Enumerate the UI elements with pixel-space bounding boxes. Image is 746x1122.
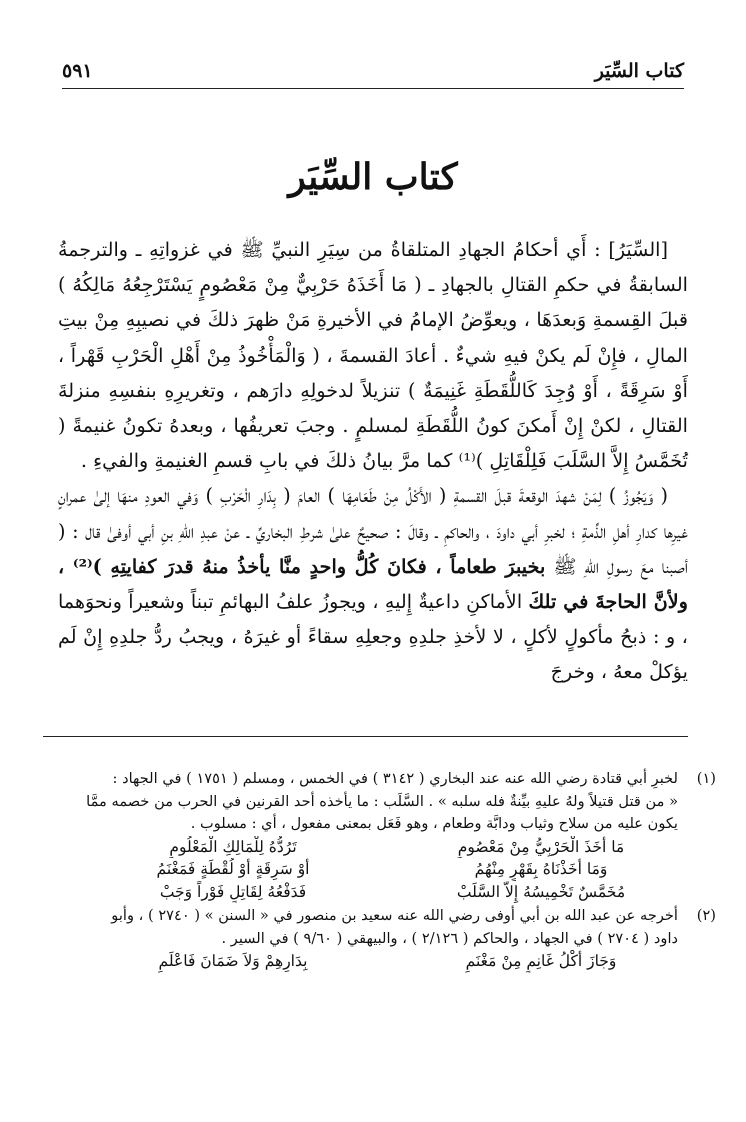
text-line: فَلِلْقَاتِلِ )⁽¹⁾ كما مرَّ بيانُ ذلكَ في بابِ قسمِ الغنيمةِ والفيءِ . xyxy=(80,449,547,473)
page-number: ٥٩١ xyxy=(62,60,93,82)
text-line: الأماكنِ داعيةٌ إِليهِ ، ويجوزُ علفُ البهائمِ تبناً وشعيراً ونحوَهما ، و : ذبحُ مأكولٍ xyxy=(58,590,688,649)
text-line: بخيبرَ طعاماً ، فكانَ كُلُّ واحدٍ منَّا يأخذُ منهُ قدرَ كفايتِهِ )⁽²⁾ ، ولأنَّ الحاجةَ في تلكَ xyxy=(58,554,688,614)
verse-hemistich: تَرُدُّهُ لِلْمَالِكِ الْمَعْلُومِ xyxy=(169,837,297,856)
running-title: كتاب السِّيَر xyxy=(594,60,684,82)
verse-hemistich: مَا أَخَذَ الْحَرْبِيُّ مِنْ مَعْصُومِ xyxy=(457,837,625,856)
text-line: فإِنْ لَم يكنْ فيهِ شيءٌ . أعادَ القسمةَ ، ( وَالْمَأْخُوذُ مِنْ أَهْلِ الْحَرْبِ قَهْراً ، أَوْ سَرِقَةً ، xyxy=(58,343,688,402)
footnote-1 xyxy=(58,768,716,903)
verse-hemistich: وَجَازَ أَكْلُ غَانِمٍ مِنْ مَغْنَمِ xyxy=(465,952,617,970)
footnote-line: لخبرِ أبي قتادة رضي الله عنه عند البخاري ( ٣١٤٢ ) في الخمس ، ومسلم ( ١٧٥١ ) في الجهاد : xyxy=(112,770,678,787)
verse-hemistich: أَوْ سَرِقَةٍ أَوْ لُقْطَةٍ فَمَغْنَمُ xyxy=(156,860,310,878)
footnote-2 xyxy=(58,905,716,973)
verse-hemistich: مُخَمَّسٌ تَخْمِيسُهُ إِلاَّ السَّلَبْ xyxy=(456,882,626,901)
running-header xyxy=(62,58,684,89)
text-line: وَفي العودِ منهَا إلىٰ عمرانٍ غيرِها كدارِ أهلِ الذِّمةِ ؛ لخبرِ أبي داودَ ، والحاكمِ ـ وقالَ : xyxy=(58,484,688,543)
footnotes xyxy=(58,768,716,975)
poem-verse xyxy=(58,858,678,881)
text-line: [السِّيَرُ] : أَي أحكامُ الجهادِ المتلقاةُ من سِيَرِ النبيِّ ﷺ في غزواتِهِ ـ والترجمةُ xyxy=(58,238,668,261)
footnote-line: يكون عليه من سلاح وثياب ودابَّة وطعام ، وهو فَعَل بمعنى مفعول ، أي : مسلوب . xyxy=(190,815,678,832)
poem-verse xyxy=(58,836,678,859)
footnote-line: « من قتل قتيلاً ولهُ عليهِ بيِّنةٌ فله سلبه » . السَّلَب : ما يأخذه أحد القرنين في الحرب من خصمه ممَّا xyxy=(86,792,678,810)
text-line: أَمكنَ كونُ اللُّقَطَةِ لمسلمٍ . وجبَ تعريفُها ، وبعدهُ تكونُ غنيمةً ( تُخَمَّسُ إِلاَّ السَّلَبَ xyxy=(58,414,688,473)
poem-verse xyxy=(58,950,678,973)
text-line: لأكلٍ ، لا لأخذِ جلدِهِ وجعلِهِ سقاءً أو غيرَهُ ، ويجبُ ردُّ جلدِهِ إِنْ لَم يؤكلْ معهُ ، وخرجَ xyxy=(58,625,688,684)
text-line: السابقةُ في حكمِ القتالِ بالجهادِ ـ ( مَا أَخَذَهُ حَرْبِيٌّ مِنْ مَعْصُومٍ يَسْتَرْجِعُهُ مَالِكُهُ ) قبلَ xyxy=(58,273,688,332)
footnote-line: داود ( ٢٧٠٤ ) في الجهاد ، والحاكم ( ٢/١٢٦ ) ، والبيهقي ( ٩/٦٠ ) في السير . xyxy=(221,929,678,947)
footnote-separator xyxy=(43,736,688,737)
verse-hemistich: فَدَفْعُهُ لِقَاتِلٍ فَوْراً وَجَبْ xyxy=(159,882,307,901)
chapter-title: كتاب السِّيَر xyxy=(288,156,458,198)
text-line: ( وَيَجُوزُ ) لِمَنْ شهدَ الوقعةَ قبلَ القسمةِ ( الأَكْلُ مِنْ طَعَامِهَا ) العامَ ( بِدَارِ الْحَرْبِ ) xyxy=(205,484,668,508)
footnote-body xyxy=(58,768,678,903)
main-text xyxy=(58,232,688,690)
poem-verse xyxy=(58,881,678,904)
text-line: القِسمةِ وَبعدَهَا ، ويعوِّضُ الإمامُ في الأخيرةِ مَنْ ظهرَ ذلكَ في نصيبِهِ مِنْ بيتِ المالِ ، xyxy=(58,308,689,367)
verse-hemistich: وَمَا أَخَذْنَاهُ بِقَهْرٍ مِنْهُمُ xyxy=(474,860,608,878)
footnote-number: (١) xyxy=(696,770,716,787)
text-line: صحيحٌ علىٰ شرطِ البخاريِّ ـ عنْ عبدِ اللهِ بنِ أبي أوفىٰ قال : ( أصبنا معَ رسولِ اللهِ ﷺ xyxy=(58,519,688,578)
text-line: أَوْ وُجِدَ كَاللُّقَطَةِ غَنِيمَةٌ ) تنزيلاً لدخولِهِ دارَهم ، وتغريرِهِ بنفسِهِ منزلةَ القتالِ ، لكنْ إِنْ xyxy=(58,378,688,438)
footnote-body xyxy=(58,905,678,973)
footnote-number: (٢) xyxy=(696,907,716,924)
verse-hemistich: بِدَارِهِمْ وَلاَ ضَمَانَ فَاعْلَمِ xyxy=(158,952,308,970)
footnote-line: أخرجه عن عبد الله بن أبي أوفى رضي الله عنه سعيد بن منصور في « السنن » ( ٢٧٤٠ ) ، وأبو xyxy=(111,907,678,924)
